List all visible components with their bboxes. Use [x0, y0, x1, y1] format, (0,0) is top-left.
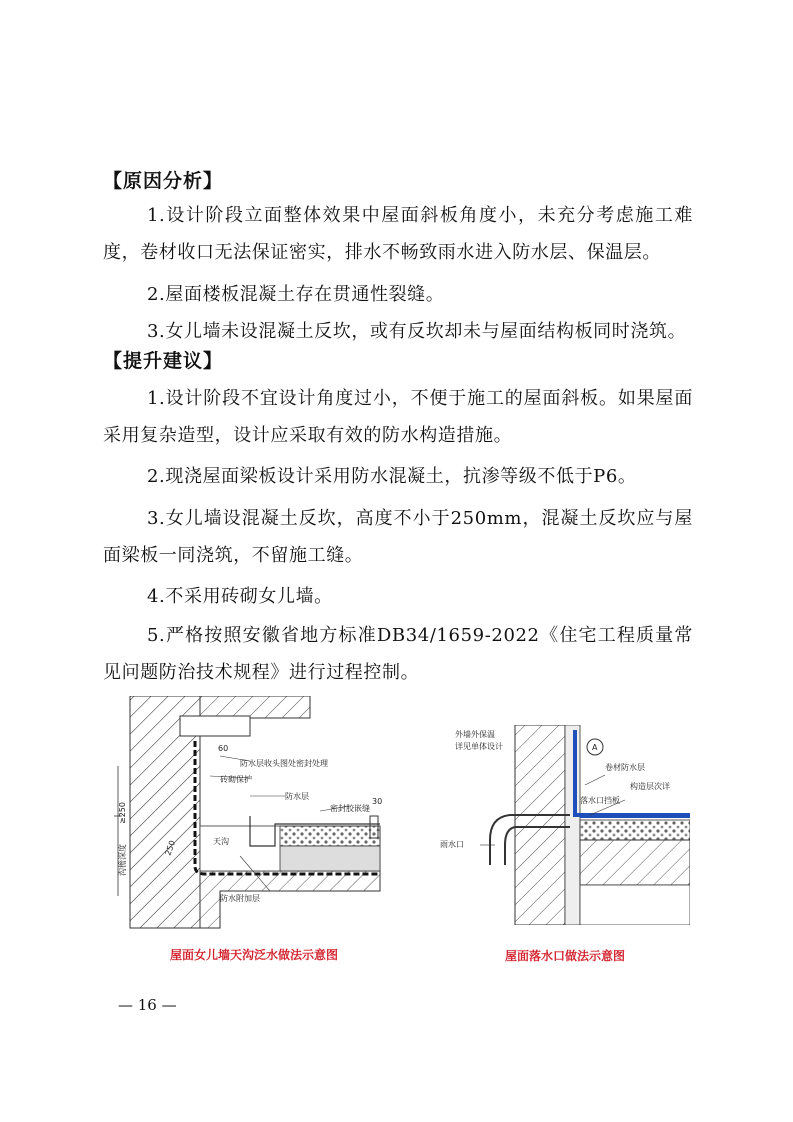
label-seal: 防水层收头图处密封处理 [240, 759, 328, 768]
parapet-gutter-figure [100, 696, 400, 966]
advice-item-5: 5.严格按照安徽省地方标准DB34/1659-2022《住宅工程质量常见问题防治技术规程》进行过程控制。 [103, 625, 693, 683]
roof-drain-figure [440, 725, 690, 965]
figure-right-caption: 屋面落水口做法示意图 [505, 949, 626, 963]
label-dim-30: 30 [372, 797, 383, 806]
label-dim-60: 60 [218, 744, 229, 753]
label-see-design: 详见单体设计 [455, 742, 503, 751]
advice-item-4: 4.不采用砖砌女儿墙。 [147, 586, 333, 607]
advice-item-2: 2.现浇屋面梁板设计采用防水混凝土，抗渗等级不低于P6。 [147, 466, 637, 487]
label-structure: 构造层次详 [630, 782, 670, 791]
label-membrane: 卷材防水层 [605, 763, 645, 772]
advice-item-3: 3.女儿墙设混凝土反坎，高度不小于250mm，混凝土反坎应与屋面梁板一同浇筑，不留施工缝。 [103, 508, 693, 566]
marker-a: A [592, 743, 598, 752]
label-sealant: 密封胶嵌缝 [330, 804, 370, 813]
label-drain-plate: 落水口挡板 [580, 796, 620, 805]
label-additional-layer: 防水附加层 [220, 894, 260, 903]
advice-item-1: 1.设计阶段不宜设计角度过小，不便于施工的屋面斜板。如果屋面采用复杂造型，设计应采取有效的防水构造措施。 [103, 388, 693, 446]
cause-item-1: 1.设计阶段立面整体效果中屋面斜板角度小，未充分考虑施工难度，卷材收口无法保证密实，排水不畅致雨水进入防水层、保温层。 [103, 205, 693, 263]
label-dim-250: 250 [163, 839, 178, 857]
cause-item-2: 2.屋面楼板混凝土存在贯通性裂缝。 [147, 284, 445, 305]
advice-heading: 【提升建议】 [103, 350, 224, 372]
label-waterproof-layer: 防水层 [285, 792, 309, 801]
label-h250: ≥250 [118, 802, 127, 824]
label-gutter-depth: 沟檐深度 [118, 844, 127, 876]
parapet-gutter-diagram [100, 696, 400, 936]
label-ext-wall: 外墙外保温 [455, 730, 495, 739]
page-number: — 16 — [118, 996, 177, 1014]
label-rain-outlet: 雨水口 [440, 840, 464, 849]
cause-item-3: 3.女儿墙未设混凝土反坎，或有反坎却未与屋面结构板同时浇筑。 [147, 321, 687, 342]
cause-heading: 【原因分析】 [103, 170, 224, 192]
label-gutter: 天沟 [213, 837, 229, 846]
figure-left-caption: 屋面女儿墙天沟泛水做法示意图 [170, 948, 339, 962]
roof-drain-diagram [440, 725, 690, 925]
label-brick-protection: 砖砌保护 [220, 775, 252, 784]
